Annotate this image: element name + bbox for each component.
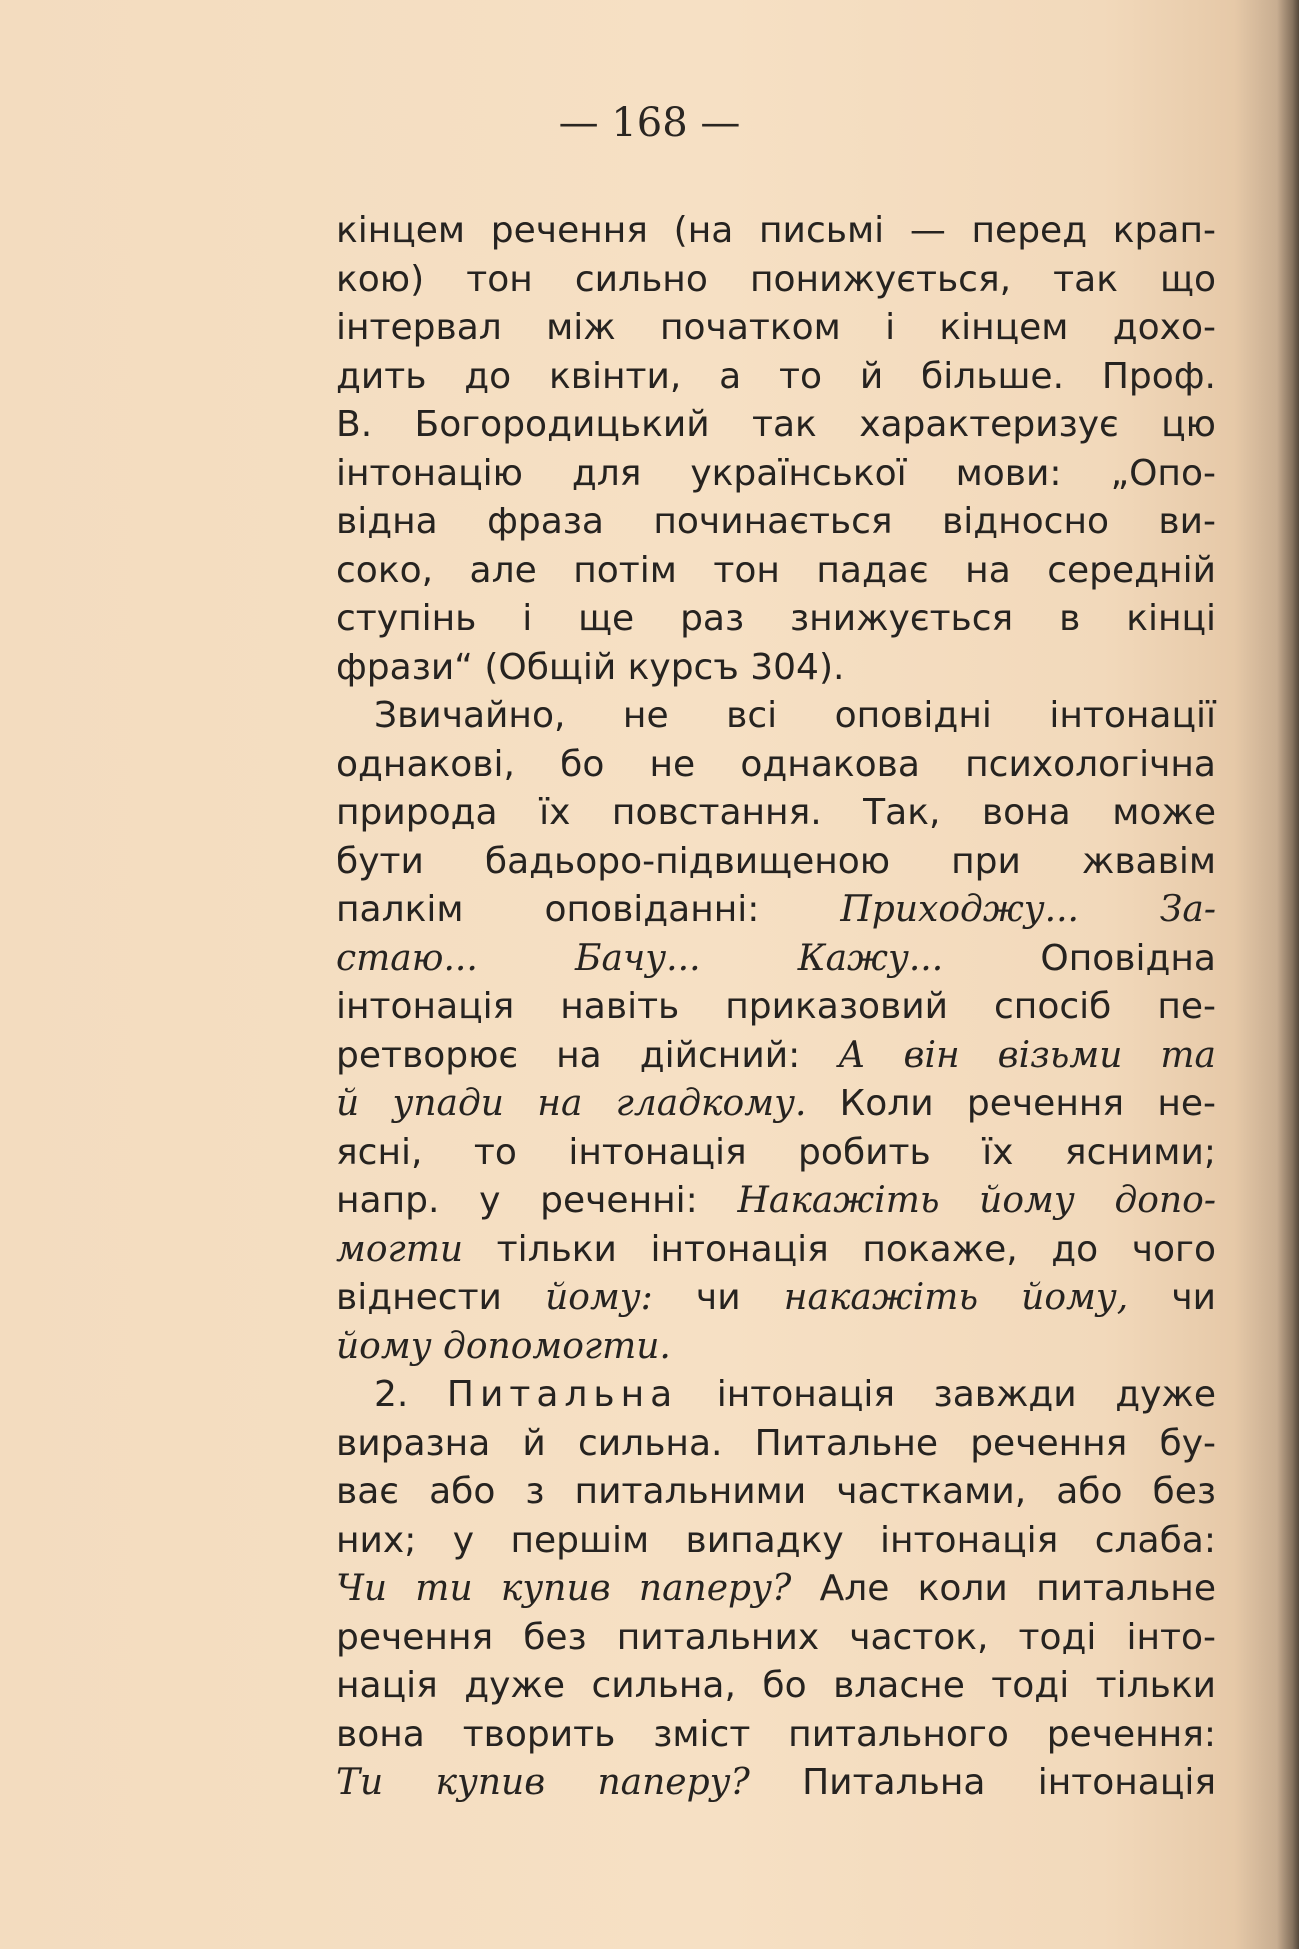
text-line: стаю... Бачу... Кажу... Оповідна — [336, 937, 1216, 979]
text-line: природа їх повстання. Так, вона може — [336, 792, 1216, 833]
page-number: — 168 — — [558, 100, 741, 146]
italic-example: Накажіть йому допо- — [737, 1180, 1216, 1221]
italic-example: могти — [336, 1228, 464, 1270]
text-line: інтервал між початком і кінцем дохо- — [336, 307, 1216, 348]
italic-example: йому допомогти. — [336, 1325, 671, 1367]
text-line: соко, але потім тон падає на середній — [336, 549, 1216, 591]
italic-example: Чи ти купив паперу? — [336, 1568, 792, 1609]
text-line: віднести йому: чи накажіть йому, чи — [336, 1277, 1216, 1318]
text-line: бути бадьоро-підвищеною при жвавім — [336, 840, 1216, 882]
text-line: ретворює на дійсний: А він візьми та — [336, 1034, 1216, 1076]
text-line: палкім оповіданні: Приходжу... За- — [336, 889, 1216, 930]
italic-example: стаю... Бачу... Кажу... — [336, 937, 944, 979]
italic-example: Приходжу... За- — [840, 889, 1216, 930]
text-line: В. Богородицький так характеризує цю — [336, 404, 1216, 445]
text-line: інтонацію для української мови: „Опо- — [336, 452, 1216, 494]
text-line: інтонація навіть приказовий спосіб пе- — [336, 986, 1216, 1027]
italic-example: А він візьми та — [838, 1034, 1216, 1076]
italic-example: Ти купив паперу? — [336, 1762, 750, 1803]
text-line: 2. Питальна інтонація завжди дуже — [374, 1374, 1216, 1415]
text-line — [336, 1323, 1216, 1372]
text-line: вона творить зміст питального речення: — [336, 1713, 1216, 1755]
italic-example: накажіть йому, — [783, 1277, 1129, 1318]
italic-example: йому: — [545, 1277, 653, 1318]
text-line: Чи ти купив паперу? Але коли питальне — [336, 1568, 1216, 1609]
text-line: кінцем речення (на письмі — перед крап- — [336, 210, 1216, 251]
text-line: кою) тон сильно понижується, так що — [336, 258, 1216, 300]
text-line: фрази“ (Общій курсъ 304). — [336, 646, 845, 688]
text-line: Ти купив паперу? Питальна інтонація — [336, 1762, 1216, 1803]
italic-example: й упади на гладкому. — [336, 1083, 807, 1124]
text-line: й упади на гладкому. Коли речення не- — [336, 1083, 1216, 1124]
text-line: ступінь і ще раз знижується в кінці — [336, 598, 1216, 639]
text-line: виразна й сильна. Питальне речення бу- — [336, 1422, 1216, 1464]
text-line: них; у першім випадку інтонація слаба: — [336, 1519, 1216, 1561]
text-line: ває або з питальними частками, або без — [336, 1471, 1216, 1512]
text-line: однакові, бо не однакова психологічна — [336, 743, 1216, 785]
text-line: нація дуже сильна, бо власне тоді тільки — [336, 1665, 1216, 1706]
spaced-term: Питальна — [446, 1374, 679, 1415]
text-line: ясні, то інтонація робить їх ясними; — [336, 1131, 1216, 1173]
body-text — [336, 207, 1216, 1808]
text-line: речення без питальних часток, тоді інто- — [336, 1616, 1216, 1658]
text-line: дить до квінти, а то й більше. Проф. — [336, 355, 1216, 397]
text-line: відна фраза починається відносно ви- — [336, 501, 1216, 542]
text-line: Звичайно, не всі оповідні інтонації — [374, 695, 1216, 736]
page-binding-shadow — [1277, 0, 1299, 1949]
text-line: могти тільки інтонація покаже, до чого — [336, 1228, 1216, 1270]
text-line: напр. у реченні: Накажіть йому допо- — [336, 1180, 1216, 1221]
